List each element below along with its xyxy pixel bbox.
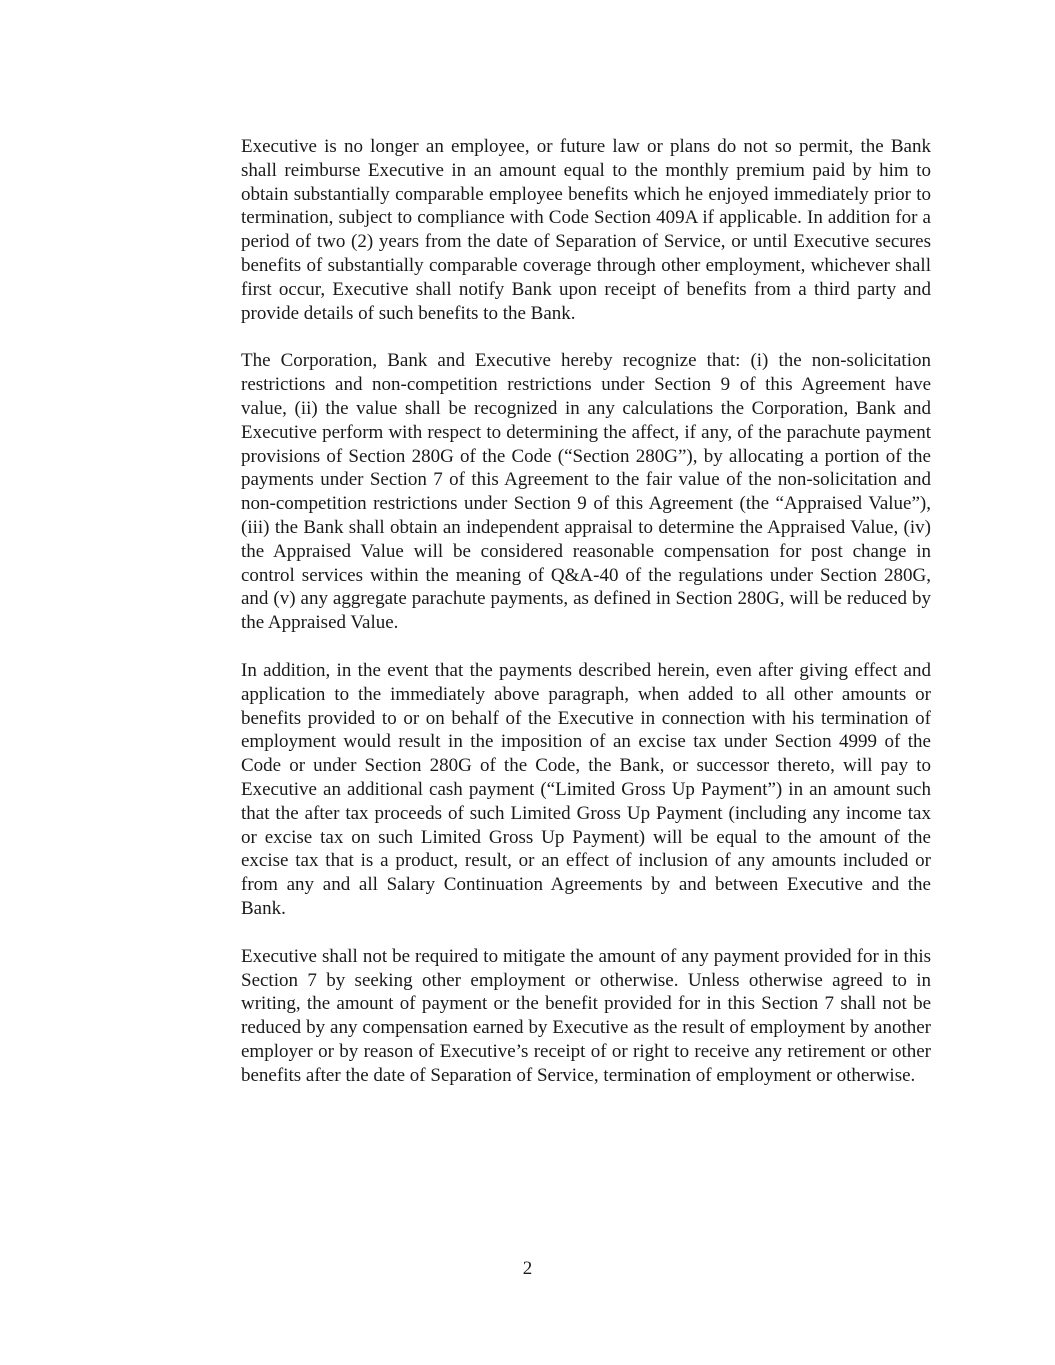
paragraph-appraised-value: The Corporation, Bank and Executive hereby recognize that: (i) the non-solicitation restrictions and non-competition restrictions under Section 9 of this Agreement have value, (ii) the value shall be recognized in any calculations the Corporation, Bank and Executive perform with respect to determining the affect, if any, of the parachute payment provisions of Section 280G of the Code (“Section 280G”), by allocating a portion of the payments under Section 7 of this Agreement to the fair value of the non-solicitation and non-competition restrictions under Section 9 of this Agreement (the “Appraised Value”), (iii) the Bank shall obtain an independent appraisal to determine the Appraised Value, (iv) the Appraised Value will be considered reasonable compensation for post change in control services within the meaning of Q&A-40 of the regulations under Section 280G, and (v) any aggregate parachute payments, as defined in Section 280G, will be reduced by the Appraised Value. (241, 350, 931, 634)
page-number: 2 (522, 1258, 533, 1279)
paragraph-no-mitigation: Executive shall not be required to mitigate the amount of any payment provided for in this Section 7 by seeking other employment or otherwise. Unless otherwise agreed to in writing, the amount of payment or the benefit provided for in this Section 7 shall not be reduced by any compensation earned by Executive as the result of employment by another employer or by reason of Executive’s receipt of or right to receive any retirement or other benefits after the date of Separation of Service, termination of employment or otherwise. (241, 945, 931, 1086)
document-body (241, 135, 931, 1111)
paragraph-benefits-reimbursement: Executive is no longer an employee, or future law or plans do not so permit, the Bank shall reimburse Executive in an amount equal to the monthly premium paid by him to obtain substantially comparable employee benefits which he enjoyed immediately prior to termination, subject to compliance with Code Section 409A if applicable. In addition for a period of two (2) years from the date of Separation of Service, or until Executive secures benefits of substantially comparable coverage through other employment, whichever shall first occur, Executive shall notify Bank upon receipt of benefits from a third party and provide details of such benefits to the Bank. (241, 136, 931, 324)
paragraph-limited-gross-up: In addition, in the event that the payments described herein, even after giving effect and application to the immediately above paragraph, when added to all other amounts or benefits provided to or on behalf of the Executive in connection with his termination of employment would result in the imposition of an excise tax under Section 4999 of the Code or under Section 280G of the Code, the Bank, or successor thereto, will pay to Executive an additional cash payment (“Limited Gross Up Payment”) in an amount such that the after tax proceeds of such Limited Gross Up Payment (including any income tax or excise tax on such Limited Gross Up Payment) will be equal to the amount of the excise tax that is a product, result, or an effect of inclusion of any amounts included or from any and all Salary Continuation Agreements by and between Executive and the Bank. (241, 659, 931, 919)
